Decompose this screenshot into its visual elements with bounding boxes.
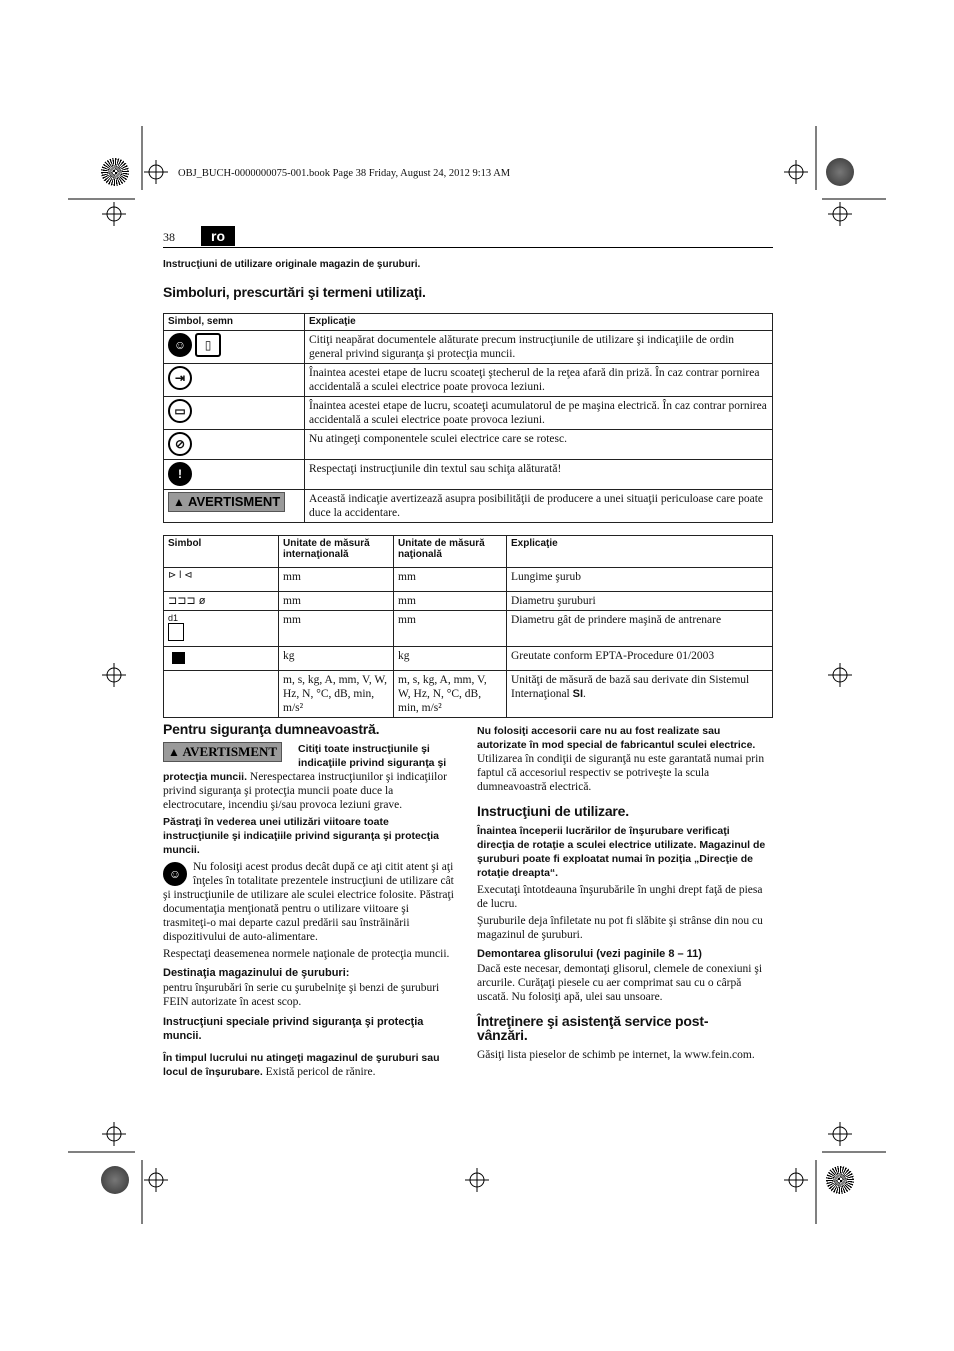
warning-bold-text: Citiţi toate instrucţiunile şi indicaţiile privind siguranţa şi — [298, 743, 447, 769]
weight-icon — [172, 652, 185, 664]
table-cell — [164, 671, 279, 718]
table-cell: mm — [394, 592, 507, 611]
table-row — [164, 611, 773, 647]
table-cell: mm — [279, 611, 394, 647]
collar-diameter-symbol-icon: d1 — [164, 611, 279, 647]
table-cell: Această indicaţie avertizează asupra posibilităţii de producere a unei situaţii periculoase care poate duce la accidentare. — [305, 490, 773, 523]
table-cell: Nu atingeţi componentele sculei electrice care se rotesc. — [305, 430, 773, 460]
destination-text: pentru înşurubări în serie cu şurubelniţe şi benzi de şuruburi FEIN autorizate în acest scop. — [163, 982, 440, 1008]
table-header: Explicaţie — [507, 536, 773, 568]
usage-heading: Instrucţiuni de utilizare. — [477, 803, 629, 819]
table-cell: kg — [279, 647, 394, 671]
table-row — [164, 592, 773, 611]
table-cell: mm — [394, 568, 507, 592]
use-instructions-text: ☺ Nu folosiţi acest produs decât după ce aţi citit atent şi aţi înţeles în totalitate prezentele instrucţiuni de utilizare cât şi instrucţiunile de utilizare ale sculei electrice folosite. Păstraţi documentaţia menţionată pentru o utilizare viitoare şi trasmiteţi-o mai departe cazul predării sau înstrăinării dispozitivului de auto-alimentare. — [163, 861, 454, 943]
table-cell: Diametru gât de prindere maşină de antrenare — [507, 611, 773, 647]
table-row — [164, 460, 773, 490]
right-column — [477, 724, 769, 1065]
national-rules-text: Respectaţi deasemenea normele naţionale de protecţia muncii. — [163, 948, 450, 960]
warning-badge — [168, 492, 285, 512]
table-cell: Respectaţi instrucţiunile din textul sau schiţa alăturată! — [305, 460, 773, 490]
destination-heading: Destinaţia magazinului de şuruburi: — [163, 967, 350, 979]
warning-triangle-icon: ▲ — [173, 495, 185, 509]
table-cell: Înaintea acestei etape de lucru scoateţi ştecherul de la reţea afară din priză. În caz contrar pornirea accidentală a sculei electrice poate provoca leziuni. — [305, 364, 773, 397]
language-badge: ro — [201, 226, 235, 246]
table-cell: mm — [279, 592, 394, 611]
usage-bold-text: Înaintea începerii lucrărilor de înşurubare verificaţi direcţia de rotaţie a sculei electrice utilizate. Magazinul de şuruburi poate fi exploatat numai în poziţia „Direcţie de rotaţie dreapta“. — [477, 825, 766, 879]
table-row — [164, 671, 773, 718]
table-header: Unitate de măsură internaţională — [279, 536, 394, 568]
touch-warning-bold: În timpul lucrului nu atingeţi magazinul de şuruburi sau locul de înşurubare. — [163, 1052, 440, 1078]
table-cell: Diametru şuruburi — [507, 592, 773, 611]
table-cell: m, s, kg, A, mm, V, W, Hz, N, °C, dB, min, m/s² — [279, 671, 394, 718]
special-safety-heading: Instrucţiuni speciale privind siguranţa şi protecţia muncii. — [163, 1016, 424, 1042]
exclamation-icon: ! — [168, 462, 192, 486]
warning-text: Nerespectarea instrucţiunilor şi indicaţiilor privind siguranţa şi protecţia muncii poate duce la electrocutare, incendiu şi/sau provoca leziuni grave. — [163, 771, 447, 811]
table-row — [164, 490, 773, 523]
table-cell: m, s, kg, A, mm, V, W, Hz, N, °C, dB, min, m/s² — [394, 671, 507, 718]
symbols-heading: Simboluri, prescurtări şi termeni utilizaţi. — [163, 284, 426, 300]
unplug-icon: ⇥ — [168, 366, 192, 390]
units-table — [163, 535, 773, 718]
table-row — [164, 647, 773, 671]
screw-length-symbol-icon: ⊳ l ⊲ — [164, 568, 279, 592]
page-number: 38 — [163, 230, 175, 244]
symbols-table — [163, 313, 773, 523]
keep-instructions-text: Păstraţi în vederea unei utilizări viitoare toate instrucţiunile şi indicaţiile privind siguranţa şi protecţia muncii. — [163, 816, 439, 856]
table-row — [164, 568, 773, 592]
document-title: Instrucţiuni de utilizare originale magazin de şuruburi. — [163, 259, 421, 270]
header-rule — [163, 247, 773, 248]
accessories-text: Utilizarea în condiţii de siguranţă nu este garantată numai prin faptul că accesoriul respectiv se potriveşte la scula dumneavoastră electrică. — [477, 753, 765, 793]
remove-battery-icon: ▭ — [168, 399, 192, 423]
usage-paragraph: Executaţi întotdeauna înşurubările în unghi drept faţă de piesa de lucru. — [477, 884, 763, 910]
screw-diameter-symbol-icon: ⊐⊐⊐ ø — [164, 592, 279, 611]
table-cell: Lungime şurub — [507, 568, 773, 592]
warning-badge: ▲ AVERTISMENT — [163, 742, 282, 762]
demount-heading: Demontarea glisorului (vezi paginile 8 – 11) — [477, 948, 702, 960]
table-header: Simbol, semn — [164, 314, 305, 331]
table-header: Explicaţie — [305, 314, 773, 331]
warning-bold-text-end: protecţia muncii. — [163, 771, 248, 783]
accessories-bold: Nu folosiţi accesorii care nu au fost realizate sau autorizate în mod special de fabricantul sculei electrice. — [477, 725, 756, 751]
table-row — [164, 430, 773, 460]
safety-heading: Pentru siguranţa dumneavoastră. — [163, 721, 380, 737]
table-cell: kg — [394, 647, 507, 671]
read-manual-icon: ☺ — [163, 862, 187, 886]
table-header: Unitate de măsură naţională — [394, 536, 507, 568]
service-text: Găsiţi lista pieselor de schimb pe internet, la www.fein.com. — [477, 1049, 755, 1061]
warning-triangle-icon: ▲ — [168, 745, 180, 759]
table-cell: Înaintea acestei etape de lucru, scoateţi acumulatorul de pe maşina electrică. În caz contrar pornirea accidentală a sculei electrice poate provoca leziuni. — [305, 397, 773, 430]
table-cell: mm — [279, 568, 394, 592]
table-header: Simbol — [164, 536, 279, 568]
table-row — [164, 331, 773, 364]
left-column — [163, 722, 455, 1082]
read-manual-icon: ☺ — [168, 333, 192, 357]
warning-badge-label: AVERTISMENT — [188, 494, 281, 509]
table-cell: Unităţi de măsură de bază sau derivate din Sistemul Internaţional SI. — [507, 671, 773, 718]
demount-text: Dacă este necesar, demontaţi glisorul, clemele de conexiuni şi arcurile. Curăţaţi piesele cu aer comprimat sau cu o cârpă uscată. Nu folosiţi apă, ulei sau unsoare. — [477, 963, 763, 1003]
touch-warning-text: Există pericol de rănire. — [262, 1066, 376, 1078]
usage-paragraph: Şuruburile deja înfiletate nu pot fi slăbite şi strânse din nou cu magazinul de şuruburi. — [477, 915, 763, 941]
service-heading: Întreţinere şi asistenţă service post-vânzări. — [477, 1013, 709, 1043]
table-cell: mm — [394, 611, 507, 647]
table-cell: Greutate conform EPTA-Procedure 01/2003 — [507, 647, 773, 671]
table-row — [164, 364, 773, 397]
do-not-touch-icon: ⊘ — [168, 432, 192, 456]
book-icon: ▯ — [195, 333, 221, 357]
table-row — [164, 397, 773, 430]
table-cell: Citiţi neapărat documentele alăturate precum instrucţiunile de utilizare şi indicaţiile de ordin general privind siguranţa şi protecţia muncii. — [305, 331, 773, 364]
file-info: OBJ_BUCH-0000000075-001.book Page 38 Friday, August 24, 2012 9:13 AM — [178, 168, 511, 179]
